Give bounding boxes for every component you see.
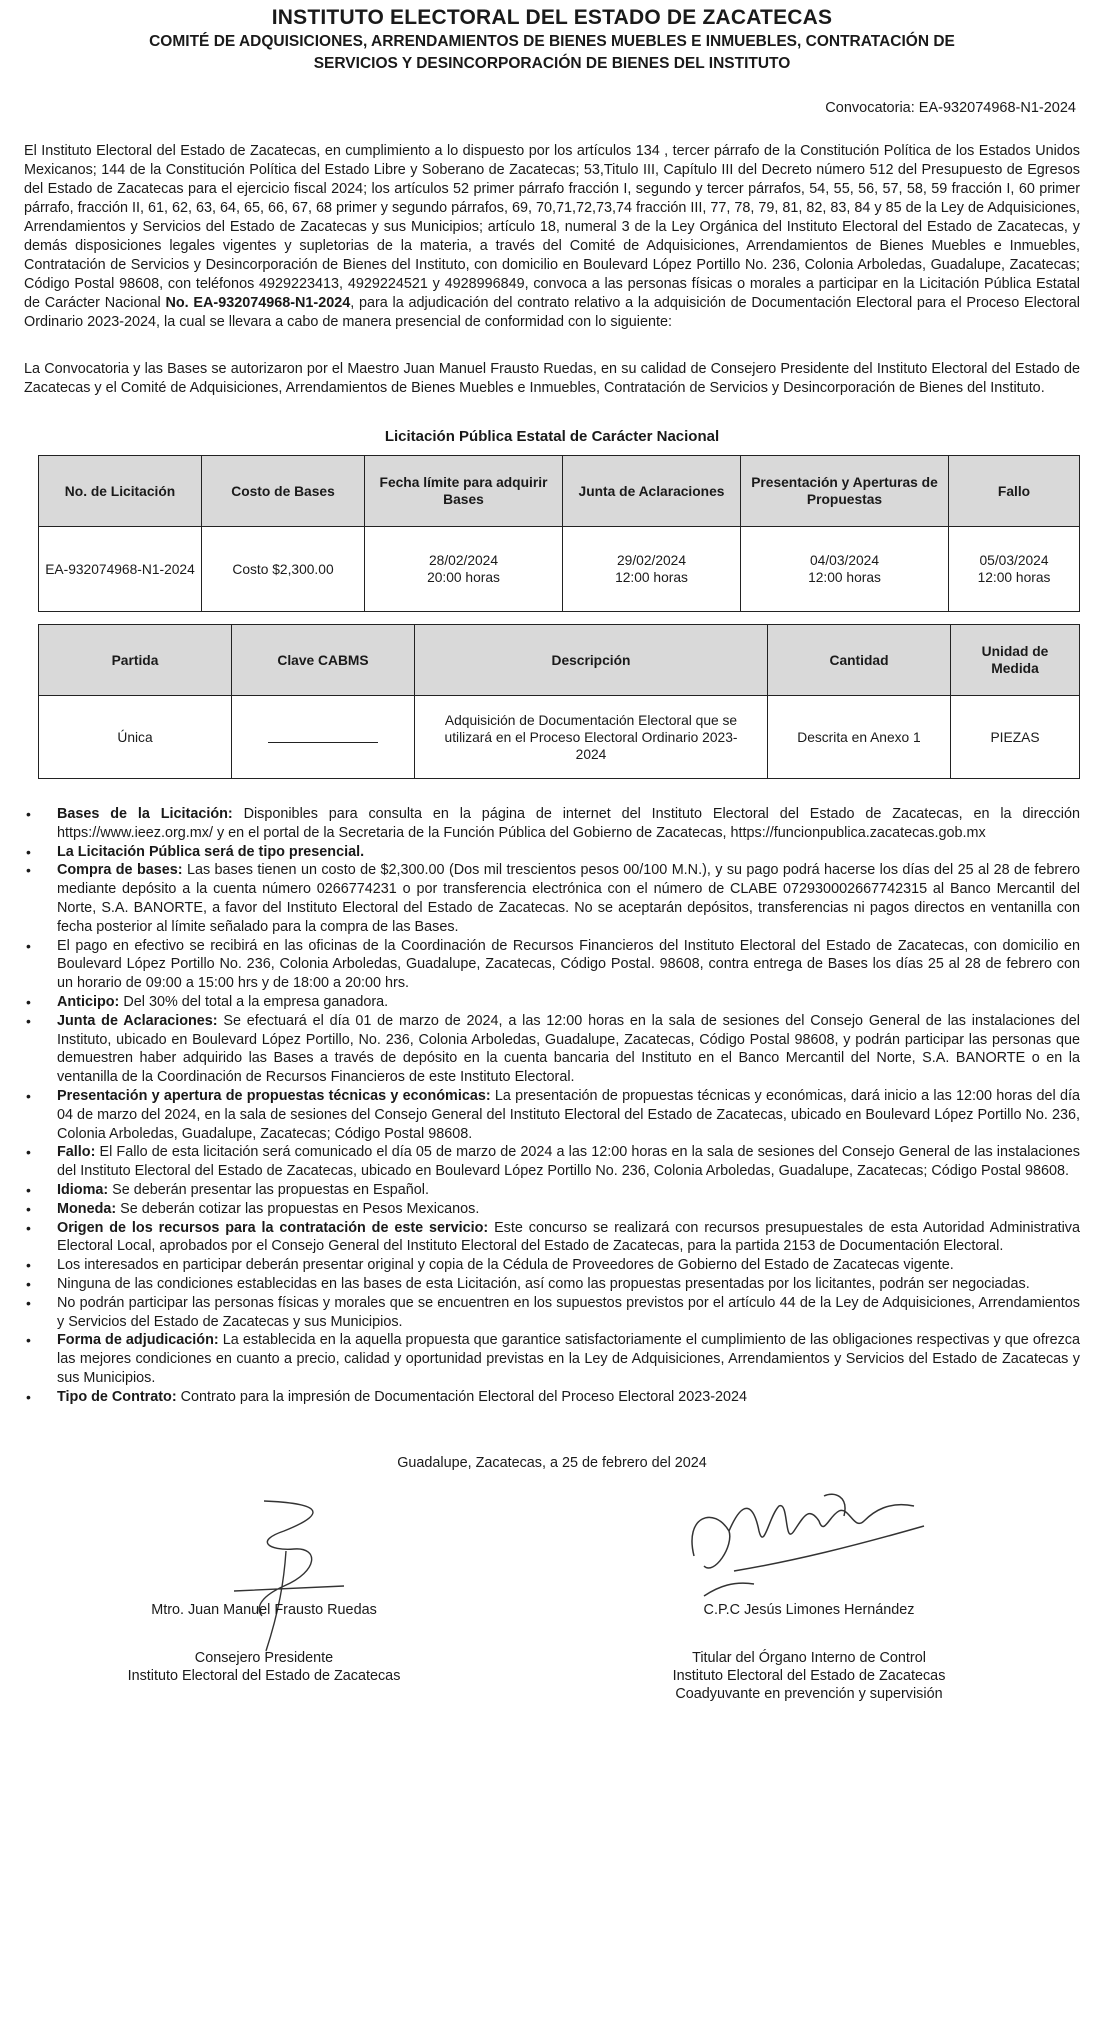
cell-unidad: PIEZAS [990, 729, 1040, 745]
bullet-label: Moneda: [57, 1200, 117, 1217]
bullet-text: Disponibles para consulta en la página de internet del Instituto Electoral del Estado de Zacatecas, en la dirección https://www.ieez.org.mx/ y en el portal de la Secretaria de la Función Pública del Gobierno de Zacatecas, https://funcionpublica.zacatecas.gob.mx [57, 806, 1080, 841]
table-header-row [39, 625, 1079, 696]
bullet-text: Del 30% del total a la empresa ganadora. [119, 993, 389, 1010]
table-row [39, 527, 1079, 611]
list-item [24, 937, 1080, 993]
list-item [24, 861, 1080, 936]
bullet-label: Fallo: [57, 1144, 96, 1161]
bullet-text: Ninguna de las condiciones establecidas en las bases de esta Licitación, así como las propuestas presentadas por los licitantes, podrán ser negociadas. [57, 1275, 1030, 1292]
table-row [39, 696, 1079, 778]
list-item [24, 1256, 1080, 1275]
list-item [24, 993, 1080, 1012]
bullet-label: La Licitación Pública será de tipo presencial. [57, 843, 365, 860]
header-no-licitacion: No. de Licitación [39, 456, 202, 527]
licitacion-table-wrapper [38, 455, 1080, 612]
signatory-role-right: Titular del Órgano Interno de Control [692, 1649, 926, 1666]
conditions-list [24, 805, 1080, 1407]
junta-date: 29/02/2024 [616, 553, 687, 568]
cell-licitacion: EA-932074968-N1-2024 [39, 527, 202, 611]
bullet-text: La presentación de propuestas técnicas y económicas, dará inicio a las 12:00 horas del día 04 de marzo del 2024, en la sala de sesiones del Consejo General del Instituto Electoral del Estado de Zacatecas, ubicado en Boulevard López Portillo No. 236, Colonia Arboledas, Guadalupe, Zacatecas; Código Postal 98608. [57, 1087, 1081, 1142]
bullet-text: El pago en efectivo se recibirá en las oficinas de la Coordinación de Recursos Financieros del Instituto Electoral del Estado de Zacatecas, con domicilio en Boulevard López Portillo No. 236, Colonia Arboledas, Guadalupe, Zacatecas, Código Postal. 98608, contra entrega de Bases los días 25 al 28 de febrero con un horario de 09:00 a 15:00 hrs y de 18:00 a 20:00 hrs. [57, 937, 1080, 992]
header-fecha-limite: Fecha límite para adquirir Bases [365, 456, 563, 527]
bullet-label: Origen de los recursos para la contratación de este servicio: [57, 1219, 489, 1236]
place-date: Guadalupe, Zacatecas, a 25 de febrero del 2024 [397, 1454, 707, 1471]
header-costo-bases: Costo de Bases [202, 456, 365, 527]
bullet-label: Anticipo: [57, 993, 120, 1010]
licitacion-table [39, 456, 1079, 611]
bullet-label: Forma de adjudicación: [57, 1332, 219, 1349]
signatory-institution-left: Instituto Electoral del Estado de Zacatecas [127, 1667, 401, 1684]
blank-line [268, 728, 378, 743]
fecha-limite-date: 28/02/2024 [428, 553, 499, 568]
header-fallo: Fallo [949, 456, 1079, 527]
fallo-date: 05/03/2024 [979, 553, 1049, 568]
header-descripcion: Descripción [415, 625, 768, 696]
header-unidad: Unidad de Medida [951, 625, 1079, 696]
list-item [24, 1200, 1080, 1219]
list-item [24, 805, 1080, 843]
institute-title: INSTITUTO ELECTORAL DEL ESTADO DE ZACATECAS [271, 6, 833, 29]
signature-right [644, 1601, 974, 1703]
list-item [24, 1388, 1080, 1407]
bullet-text: Se efectuará el día 01 de marzo de 2024, a las 12:00 horas en la sala de sesiones del Consejo General de las instalaciones del Instituto, ubicado en Boulevard López Portillo, No. 236, Colonia Arboledas, Guadalupe, Zacatecas, Código Postal 98608, y podrán participar las personas que demuestren haber adquirido las Bases a través de depósito en la cuenta bancaria del Instituto en el Banco Mercantil del Norte, S.A. BANORTE o en la ventanilla de la Coordinación de Recursos Financieros de este Instituto Electoral. [57, 1012, 1080, 1086]
junta-time: 12:00 horas [615, 570, 688, 585]
fecha-limite-time: 20:00 horas [427, 570, 500, 585]
list-item [24, 1181, 1080, 1200]
cell-presentacion [741, 527, 949, 611]
presentacion-time: 12:00 horas [808, 570, 881, 585]
cell-costo: Costo $2,300.00 [202, 527, 365, 611]
bullet-text: La establecida en la aquella propuesta que garantice satisfactoriamente el cumplimiento de las obligaciones respectivas y que ofrezca las mejores condiciones en cuanto a precio, calidad y oportunidad previstas en la Ley de Adquisiciones, Arrendamientos y Servicios del Estado de Zacatecas y sus Municipios. [57, 1332, 1081, 1386]
presentacion-date: 04/03/2024 [809, 553, 880, 568]
list-item [24, 1275, 1080, 1294]
table-header-row [39, 456, 1079, 527]
signatory-role-left: Consejero Presidente [194, 1649, 334, 1666]
signatory-name-left: Mtro. Juan Manuel Frausto Ruedas [151, 1601, 377, 1618]
header-partida: Partida [39, 625, 232, 696]
section-title: Licitación Pública Estatal de Carácter Nacional [384, 428, 720, 445]
cell-cantidad: Descrita en Anexo 1 [768, 696, 951, 778]
convocatoria-number: Convocatoria: EA-932074968-N1-2024 [825, 100, 1076, 116]
bullet-label: Compra de bases: [57, 862, 183, 879]
list-item [24, 1294, 1080, 1332]
bullet-label: Presentación y apertura de propuestas técnicas y económicas: [57, 1087, 491, 1104]
list-item [24, 1219, 1080, 1257]
signatures-block [24, 1471, 1080, 1701]
header-cantidad: Cantidad [768, 625, 951, 696]
intro-text-part2: , para la adjudicación del contrato relativo a la adquisición de Documentación Electoral para el Proceso Electoral Ordinario 2023-2024, la cual se llevara a cabo de manera presencial de conformidad con lo siguiente: [24, 295, 1080, 330]
cell-fallo [949, 527, 1079, 611]
bullet-text: Las bases tienen un costo de $2,300.00 (Dos mil trescientos pesos 00/100 M.N.), y su pago podrá hacerse los días del 25 al 28 de febrero mediante depósito a la cuenta número 0266774231 o por transferencia electrónica con el número de CLABE 072930002667742315 al Banco Mercantil del Norte, S.A. BANORTE, a favor del Instituto Electoral del Estado de Zacatecas. No se aceptarán depósitos, transferencias ni pagos directos en ventanilla con fecha posterior al límite señalado para la compra de las Bases. [57, 862, 1081, 935]
bullet-text: Se deberán cotizar las propuestas en Pesos Mexicanos. [116, 1200, 480, 1217]
header-presentacion: Presentación y Aperturas de Propuestas [741, 456, 949, 527]
signatory-name-right: C.P.C Jesús Limones Hernández [703, 1601, 915, 1618]
list-item [24, 843, 1080, 862]
partida-table [39, 625, 1079, 778]
committee-subtitle-line2: SERVICIOS Y DESINCORPORACIÓN DE BIENES DEL INSTITUTO [313, 55, 791, 72]
bullet-text: Este concurso se realizará con recursos presupuestales de esta Autoridad Administrativa Electoral Local, aprobados por el Consejo General del Instituto Electoral del Estado de Zacatecas, para la partida 2153 de Documentación Electoral. [57, 1219, 1080, 1255]
bullet-text: Contrato para la impresión de Documentación Electoral del Proceso Electoral 2023-2024 [176, 1388, 748, 1405]
bullet-label: Tipo de Contrato: [57, 1388, 177, 1405]
intro-text-part1: El Instituto Electoral del Estado de Zacatecas, en cumplimiento a lo dispuesto por los artículos 134 , tercer párrafo de la Constitución Política de los Estados Unidos Mexicanos; 144 de la Constitución Política del Estado Libre y Soberano de Zacatecas; 53,Titulo III, Capítulo III del Decreto número 512 del Presupuesto de Egresos del Estado de Zacatecas para el ejercicio fiscal 2024; los artículos 52 primer párrafo fracción I, segundo y tercer párrafos, 54, 55, 56, 57, 58, 59 fracción I, 60 primer párrafo, fracción II, 61, 62, 63, 64, 65, 66, 67, 68 primer y segundo párrafos, 69, 70,71,72,73,74 fracción III, 77, 78, 79, 81, 82, 83, 84 y 85 de la Ley de Adquisiciones, Arrendamientos y Servicios del Estado de Zacatecas y sus Municipios; artículo 18, numeral 3 de la Ley Orgánica del Instituto Electoral del Estado de Zacatecas, y demás disposiciones legales vigentes y supletorias de la materia, a través del Comité de Adquisiciones, Arrendamientos de Bienes Muebles e Inmuebles, Contratación de Servicios y Desincorporación de Bienes del Instituto, con domicilio en Boulevard López Portillo No. 236, Colonia Arboledas, Guadalupe, Zacatecas; Código Postal 98608, con teléfonos 4929223413, 4929224521 y 4928996849, convoca a las personas físicas o morales a participar en la Licitación Pública Estatal de Carácter Nacional [24, 143, 1081, 311]
bullet-text: No podrán participar las personas físicas y morales que se encuentren en los supuestos previstos por el artículo 44 de la Ley de Adquisiciones, Arrendamientos y Servicios del Estado de Zacatecas y sus Municipios. [57, 1294, 1080, 1330]
list-item [24, 1012, 1080, 1087]
bullet-text: Los interesados en participar deberán presentar original y copia de la Cédula de Proveedores de Gobierno del Estado de Zacatecas vigente. [57, 1257, 954, 1274]
bullet-label: Idioma: [57, 1181, 109, 1198]
document-header [24, 6, 1080, 74]
list-item [24, 1331, 1080, 1387]
list-item [24, 1143, 1080, 1181]
bullet-text: El Fallo de esta licitación será comunicado el día 05 de marzo de 2024 a las 12:00 horas en la sala de sesiones del Consejo General de las instalaciones del Instituto Electoral del Estado de Zacatecas, ubicado en Boulevard López Portillo No. 236, Colonia Arboledas, Guadalupe, Zacatecas; Código Postal 98608. [57, 1144, 1080, 1180]
list-item [24, 1087, 1080, 1143]
intro-paragraph [24, 142, 1080, 332]
header-clave-cabms: Clave CABMS [232, 625, 415, 696]
licitacion-number: No. EA-932074968-N1-2024 [165, 295, 351, 311]
fallo-time: 12:00 horas [977, 570, 1051, 585]
bullet-text: Se deberán presentar las propuestas en Español. [108, 1181, 429, 1198]
header-junta: Junta de Aclaraciones [563, 456, 741, 527]
right-signature-graphic [674, 1476, 934, 1606]
partida-table-wrapper [38, 624, 1080, 779]
cell-clave-cabms [232, 696, 415, 778]
cell-partida: Única [39, 696, 232, 778]
signature-left [114, 1601, 414, 1685]
signatory-role2-right: Coadyuvante en prevención y supervisión [675, 1685, 943, 1702]
signatory-institution-right: Instituto Electoral del Estado de Zacatecas [672, 1667, 946, 1684]
cell-descripcion: Adquisición de Documentación Electoral que se utilizará en el Proceso Electoral Ordinario 2023-2024 [415, 696, 768, 778]
bullet-label: Junta de Aclaraciones: [57, 1012, 218, 1029]
bullet-label: Bases de la Licitación: [57, 806, 233, 822]
cell-junta [563, 527, 741, 611]
authorization-paragraph: La Convocatoria y las Bases se autorizaron por el Maestro Juan Manuel Frausto Ruedas, en su calidad de Consejero Presidente del Instituto Electoral del Estado de Zacatecas y el Comité de Adquisiciones, Arrendamientos de Bienes Muebles e Inmuebles, Contratación de Servicios y Desincorporación de Bienes del Instituto. [24, 361, 1080, 396]
committee-subtitle-line1: COMITÉ DE ADQUISICIONES, ARRENDAMIENTOS DE BIENES MUEBLES E INMUEBLES, CONTRATACIÓN DE [149, 33, 955, 50]
cell-fecha-limite [365, 527, 563, 611]
